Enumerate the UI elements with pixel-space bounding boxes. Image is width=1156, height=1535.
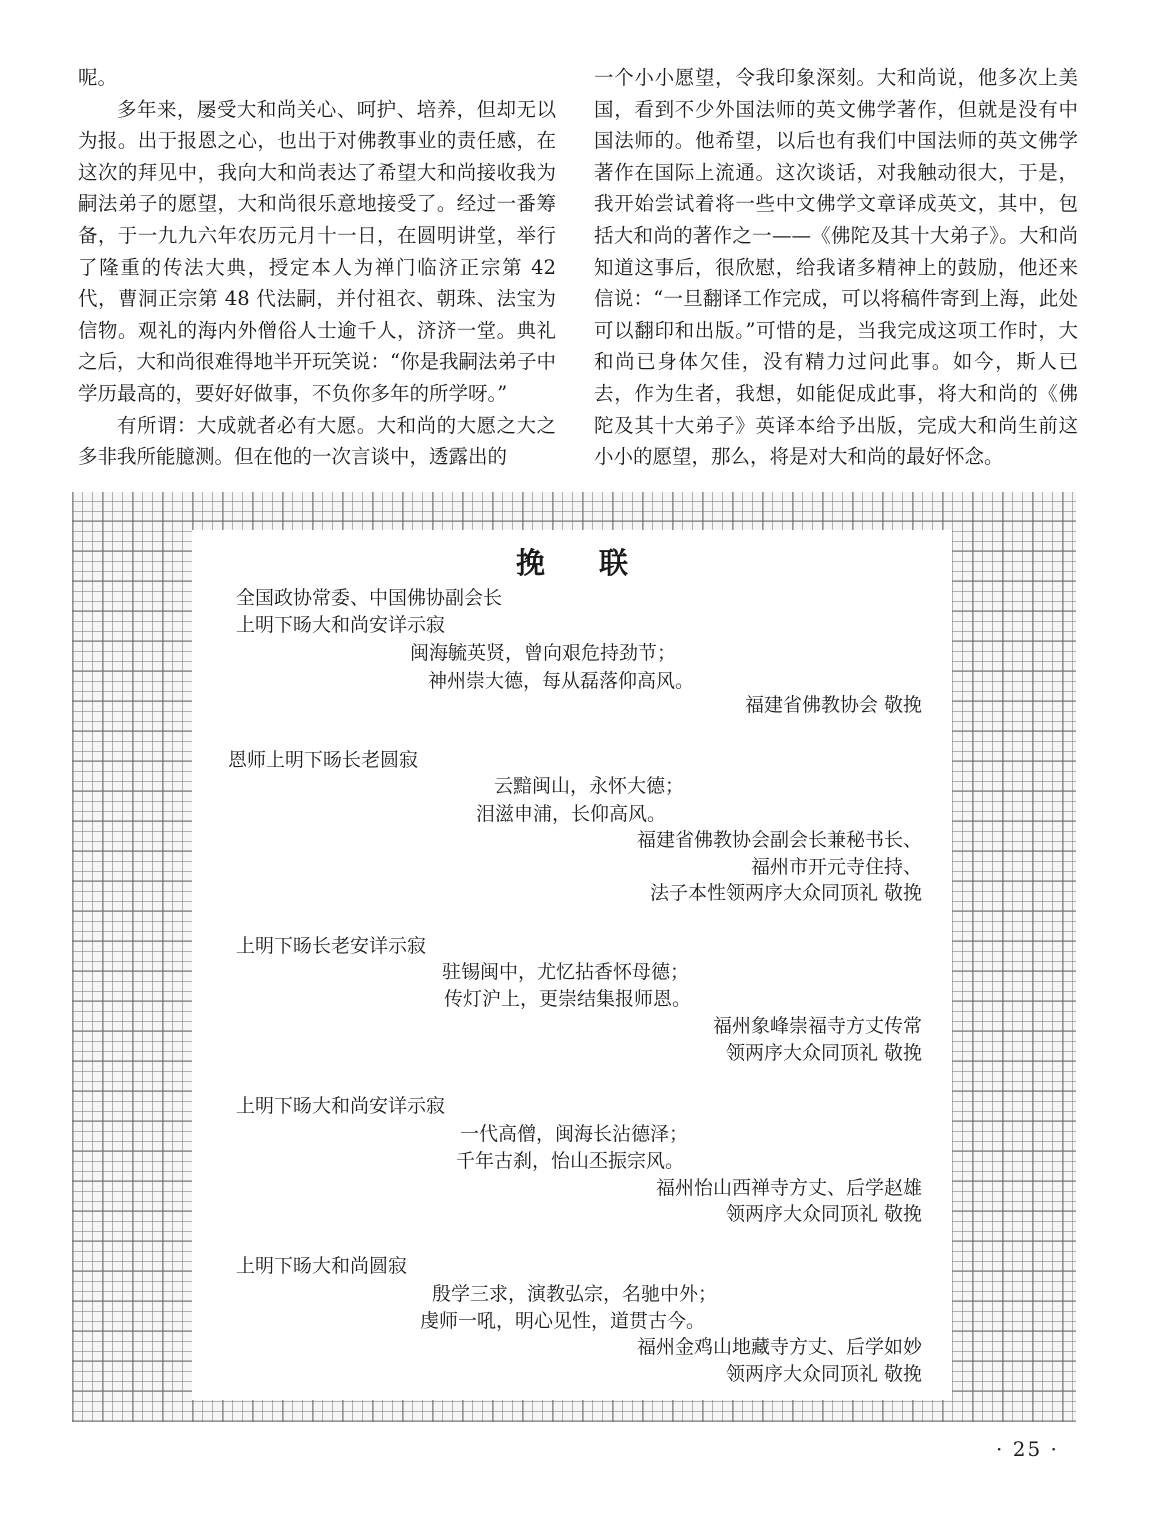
paragraph: 呢。	[78, 66, 118, 89]
couplet-preface: 上明下旸大和尚圆寂	[236, 1255, 408, 1277]
elegy-panel	[192, 530, 952, 1400]
couplet-line: 云黯闽山，永怀大德；	[494, 775, 685, 797]
couplet-line: 殷学三求，演教弘宗，名驰中外；	[432, 1283, 718, 1305]
couplet-preface: 上明下旸大和尚安详示寂	[236, 614, 446, 636]
couplet-line: 虔师一吼，明心见性，道贯古今。	[420, 1310, 706, 1332]
couplet-line: 千年古刹，怡山丕振宗风。	[456, 1150, 685, 1172]
elegy-title: 挽 联	[515, 546, 651, 580]
couplet-signature: 福州怡山西禅寺方丈、后学赵雄	[655, 1177, 922, 1199]
couplet-preface: 恩师上明下旸长老圆寂	[228, 749, 419, 771]
couplet-signature: 福州金鸡山地藏寺方丈、后学如妙	[636, 1336, 922, 1358]
couplet-signature: 法子本性领两序大众同顶礼 敬挽	[649, 882, 922, 904]
page-number: · 25 ·	[996, 1437, 1059, 1461]
paragraph: 多年来，屡受大和尚关心、呵护、培养，但却无以为报。出于报恩之心，也出于对佛教事业的责任感，在这次的拜见中，我向大和尚表达了希望大和尚接收我为嗣法弟子的愿望，大和尚很乐意地接受了。经过一番筹备，于一九九六年农历元月十一日，在圆明讲堂，举行了隆重的传法大典，授定本人为禅门临济正宗第 42 代，曹洞正宗第 48 代法嗣，并付祖衣、朝珠、法宝为信物。观礼的海内外僧俗人士逾千人，济济一堂。典礼之后，大和尚很难得地半开玩笑说：“你是我嗣法弟子中学历最高的，要好好做事，不负你多年的所学呀。”	[78, 97, 556, 405]
couplet-signature: 领两序大众同顶礼 敬挽	[725, 1203, 922, 1225]
couplet-line: 闽海毓英贤，曾向艰危持劲节；	[410, 642, 677, 664]
couplet-line: 一代高僧，闽海长沾德泽；	[460, 1123, 689, 1145]
paragraph: 有所谓：大成就者必有大愿。大和尚的大愿之大之多非我所能臆测。但在他的一次言谈中，透露出的	[78, 413, 556, 469]
couplet-line: 传灯沪上，更崇结集报师恩。	[444, 988, 692, 1010]
paragraph: 一个小小愿望，令我印象深刻。大和尚说，他多次上美国，看到不少外国法师的英文佛学著作，但就是没有中国法师的。他希望，以后也有我们中国法师的英文佛学著作在国际上流通。这次谈话，对我触动很大，于是，我开始尝试着将一些中文佛学文章译成英文，其中，包括大和尚的著作之一——《佛陀及其十大弟子》。大和尚知道这事后，很欣慰，给我诸多精神上的鼓励，他还来信说：“一旦翻译工作完成，可以将稿件寄到上海，此处可以翻印和出版。”可惜的是，当我完成这项工作时，大和尚已身体欠佳，没有精力过问此事。如今，斯人已去，作为生者，我想，如能促成此事，将大和尚的《佛陀及其十大弟子》英译本给予出版，完成大和尚生前这小小的愿望，那么，将是对大和尚的最好怀念。	[594, 66, 1078, 469]
couplet-signature: 福州象峰崇福寺方丈传常	[712, 1015, 922, 1037]
couplet-signature: 福建省佛教协会 敬挽	[744, 694, 922, 716]
right-column	[594, 62, 1078, 473]
couplet-signature: 福州市开元寺住持、	[750, 856, 922, 878]
couplet-line: 泪滋申浦，长仰高风。	[476, 803, 667, 825]
couplet-preface: 上明下旸大和尚安详示寂	[236, 1095, 446, 1117]
couplet-signature: 领两序大众同顶礼 敬挽	[725, 1363, 922, 1385]
couplet-signature: 福建省佛教协会副会长兼秘书长、	[636, 829, 922, 851]
couplet-preface: 全国政协常委、中国佛协副会长	[236, 587, 503, 609]
couplet-line: 驻锡闽中，尤忆拈香怀母德；	[442, 961, 690, 983]
couplet-preface: 上明下旸长老安详示寂	[236, 935, 427, 957]
couplet-line: 神州崇大德，每从磊落仰高风。	[428, 670, 695, 692]
left-column	[78, 62, 556, 473]
couplet-signature: 领两序大众同顶礼 敬挽	[725, 1042, 922, 1064]
